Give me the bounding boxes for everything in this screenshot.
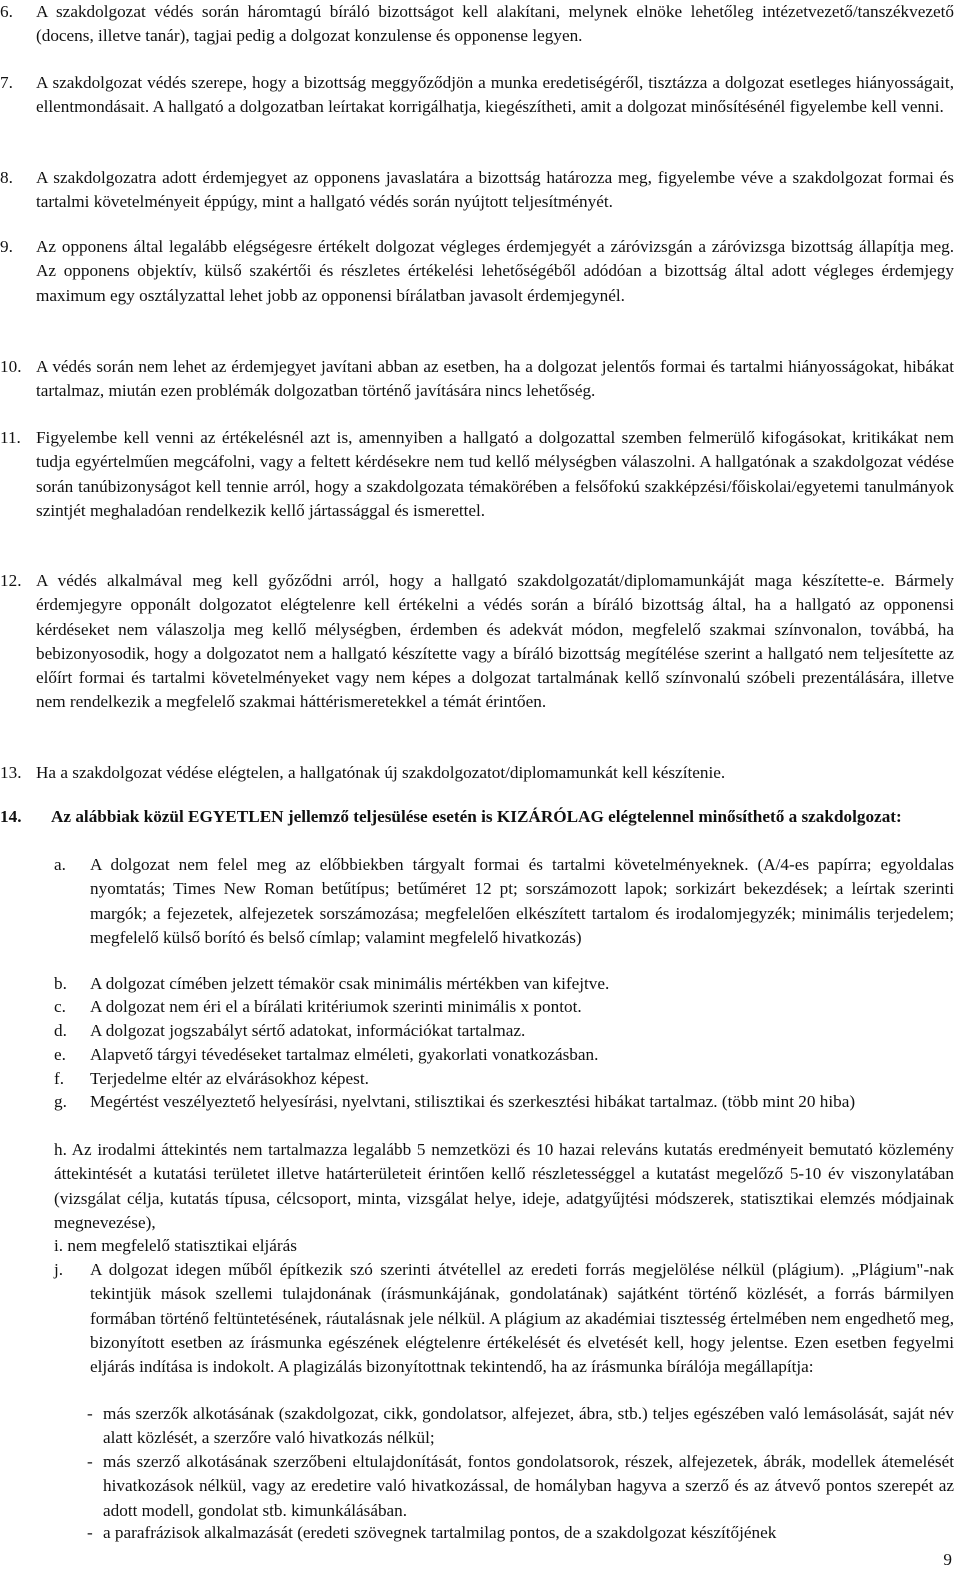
dash-item-label: - <box>87 1404 93 1423</box>
sub-item-text: A dolgozat idegen műből építkezik szó szerinti átvétellel az eredeti forrás megjelölése nélkül (plágium). „Plágium"-nak tekintjük mások szellemi tulajdonának (írásmunkájának, gondolatának) sajátként történő közlését, a forrás bármilyen formában történő feltüntetésének, ráutalásnak jele nélkül. A plágium az akadémiai tisztesség értelmében nem engedhető meg, bizonyított esetben az írásmunka egészének elégtelenre értékelését és elvetését kell, hogy jelentse. Ezen esetben fegyelmi eljárás indítása is indokolt. A plagizálás bizonyítottnak tekintendő, ha az írásmunka bírálója megállapítja: <box>90 1260 954 1377</box>
sub-item-label: f. <box>54 1069 65 1088</box>
item-number: 8. <box>0 168 13 187</box>
list-item-11 <box>0 426 954 523</box>
sub-item-text: Alapvető tárgyi tévedéseket tartalmaz elméleti, gyakorlati vonatkozásban. <box>90 1045 599 1064</box>
item-number: 9. <box>0 237 13 256</box>
sub-item-label: g. <box>54 1092 67 1111</box>
list-item-10 <box>0 355 954 404</box>
list-item-14-heading <box>0 805 954 829</box>
sub-item-a <box>54 853 954 950</box>
sub-item-label: j. <box>54 1260 64 1279</box>
sub-item-text: Megértést veszélyeztető helyesírási, nyelvtani, stilisztikai és szerkesztési hibákat tartalmaz. (több mint 20 hiba) <box>90 1092 856 1111</box>
list-item-7 <box>0 71 954 120</box>
item-number: 11. <box>0 428 21 447</box>
sub-item-f <box>54 1067 954 1091</box>
sub-item-text: A dolgozat jogszabályt sértő adatokat, információkat tartalmaz. <box>90 1021 526 1040</box>
dash-item-text: a parafrázisok alkalmazását (eredeti szövegnek tartalmilag pontos, de a szakdolgozat készítőjének <box>103 1523 777 1542</box>
sub-item-label: d. <box>54 1021 67 1040</box>
sub-item-label: a. <box>54 855 66 874</box>
item-number: 10. <box>0 357 22 376</box>
item-number: 14. <box>0 807 22 826</box>
dash-item-3 <box>87 1521 954 1545</box>
sub-item-c <box>54 995 954 1019</box>
item-text: A védés alkalmával meg kell győződni arról, hogy a hallgató szakdolgozatát/diplomamunkáját maga készítette-e. Bármely érdemjegyre opponált dolgozatot elégtelenre kell értékelni a védés során a bíráló bizottság által, ha a hallgató az opponensi kérdéseket nem válaszolja meg kellő mélységben, érdemben és adekvát módon, megfelelő szakmai színvonalon, továbbá, ha bebizonyosodik, hogy a dolgozatot nem a hallgató készítette vagy a bíráló bizottság megítélése szerint a hallgató nem teljesítette az előírt formai és tartalmi követelményeket vagy nem képes a dolgozat tartalmának kellő színvonalú szóbeli prezentálására, illetve nem rendelkezik a megfelelő szakmai háttérismeretekkel a témát érintően. <box>36 571 954 712</box>
item-number: 7. <box>0 73 13 92</box>
sub-item-label: c. <box>54 997 66 1016</box>
item-text: A szakdolgozat védés szerepe, hogy a bizottság meggyőződjön a munka eredetiségéről, tisztázza a dolgozat esetleges hiányosságait, ellentmondásait. A hallgató a dolgozatban leírtakat korrigálhatja, kiegészítheti, amit a dolgozat minősítésénél figyelembe kell venni. <box>36 73 954 117</box>
sub-item-j <box>54 1258 954 1379</box>
dash-item-label: - <box>87 1452 93 1471</box>
sub-item-i <box>54 1234 954 1258</box>
sub-item-label: b. <box>54 974 67 993</box>
item-text: Az opponens által legalább elégségesre értékelt dolgozat végleges érdemjegyét a záróvizsgán a záróvizsga bizottság állapítja meg. Az opponens objektív, külső szakértői és részletes értékelési lehetőségéből adódóan a bizottság által adott végleges érdemjegy maximum egy osztályzattal lehet jobb az opponensi bírálatban javasolt érdemjegynél. <box>36 237 954 305</box>
dash-item-text: más szerzők alkotásának (szakdolgozat, cikk, gondolatsor, alfejezet, ábra, stb.) teljes egészében való lemásolását, saját név alatt közlését, a szerzőre való hivatkozás nélkül; <box>103 1404 954 1448</box>
sub-item-text: i. nem megfelelő statisztikai eljárás <box>54 1236 297 1255</box>
item-number: 12. <box>0 571 22 590</box>
sub-item-text: h. Az irodalmi áttekintés nem tartalmazza legalább 5 nemzetközi és 10 hazai releváns kutatás eredményeit bemutató közlemény áttekintését a kutatási területet illetve határterületeit érintően kellő részletességgel a kutatást megelőző 5-10 év viszonylatában (vizsgálat célja, kutatás típusa, célcsoport, minta, vizsgálat helye, ideje, adatgyűjtési módszerek, statisztikai elemzés módjainak megnevezése), <box>54 1140 954 1232</box>
sub-item-text: A dolgozat nem éri el a bírálati kritériumok szerinti minimális x pontot. <box>90 997 582 1016</box>
list-item-9 <box>0 235 954 308</box>
dash-item-label: - <box>87 1523 93 1542</box>
sub-item-h <box>54 1138 954 1235</box>
item-text: A szakdolgozatra adott érdemjegyet az opponens javaslatára a bizottság határozza meg, figyelembe véve a szakdolgozat formai és tartalmi követelményeit éppúgy, mint a hallgató védés során nyújtott teljesítményét. <box>36 168 954 212</box>
sub-item-b <box>54 972 954 996</box>
dash-item-2 <box>87 1450 954 1523</box>
sub-item-label: e. <box>54 1045 66 1064</box>
item-text: A szakdolgozat védés során háromtagú bíráló bizottságot kell alakítani, melynek elnöke lehetőleg intézetvezető/tanszékvezető (docens, illetve tanár), tagjai pedig a dolgozat konzulense és opponense legyen. <box>36 2 954 46</box>
dash-item-text: más szerző alkotásának szerzőbeni eltulajdonítását, fontos gondolatsorok, részek, alfejezetek, ábrák, modellek átemelését hivatkozások nélkül, vagy az eredetire való hivatkozással, de homályban hagyva a szerző és az átvevő pontos szerepét az adott modell, gondolat stb. kimunkálásában. <box>103 1452 954 1520</box>
list-item-13 <box>0 761 954 785</box>
item-number: 6. <box>0 2 13 21</box>
item-text: Figyelembe kell venni az értékelésnél azt is, amennyiben a hallgató a dolgozattal szemben felmerülő kifogásokat, kritikákat nem tudja egyértelműen megcáfolni, vagy a feltett kérdésekre nem tud kellő mélységben válaszolni. A hallgatónak a szakdolgozat védése során tanúbizonyságot kell tennie arról, hogy a szakdolgozata témakörében a felsőfokú szakképzési/főiskolai/egyetemi tanulmányok szintjét meghaladóan rendelkezik kellő jártassággal és ismerettel. <box>36 428 954 520</box>
sub-item-text: A dolgozat címében jelzett témakör csak minimális mértékben van kifejtve. <box>90 974 610 993</box>
item-text: Ha a szakdolgozat védése elégtelen, a hallgatónak új szakdolgozatot/diplomamunkát kell készítenie. <box>36 763 726 782</box>
sub-item-d <box>54 1019 954 1043</box>
item-text: A védés során nem lehet az érdemjegyet javítani abban az esetben, ha a dolgozat jelentős formai és tartalmi hiányosságokat, hibákat tartalmaz, miután ezen problémák dolgozatban történő javítására nincs lehetőség. <box>36 357 954 401</box>
sub-item-text: A dolgozat nem felel meg az előbbiekben tárgyalt formai és tartalmi követelményeknek. (A/4-es papírra; egyoldalas nyomtatás; Times New Roman betűtípus; betűméret 12 pt; sorszámozott lapok; sorkizárt bekezdések; a leírtak szerinti margók; a fejezetek, alfejezetek sorszámozása; megfelelően elkészített tartalom és irodalomjegyzék; minimális terjedelem; megfelelő külső borító és belső címlap; valamint megfelelő hivatkozás) <box>90 855 954 947</box>
sub-item-text: Terjedelme eltér az elvárásokhoz képest. <box>90 1069 369 1088</box>
item-number: 13. <box>0 763 22 782</box>
list-item-12 <box>0 569 954 715</box>
list-item-6 <box>0 0 954 49</box>
item-heading: Az alábbiak közül EGYETLEN jellemző teljesülése esetén is KIZÁRÓLAG elégtelennel minősíthető a szakdolgozat: <box>51 807 902 826</box>
list-item-8 <box>0 166 954 215</box>
page-number: 9 <box>943 1550 952 1569</box>
dash-item-1 <box>87 1402 954 1451</box>
sub-item-e <box>54 1043 954 1067</box>
sub-item-g <box>54 1090 954 1114</box>
